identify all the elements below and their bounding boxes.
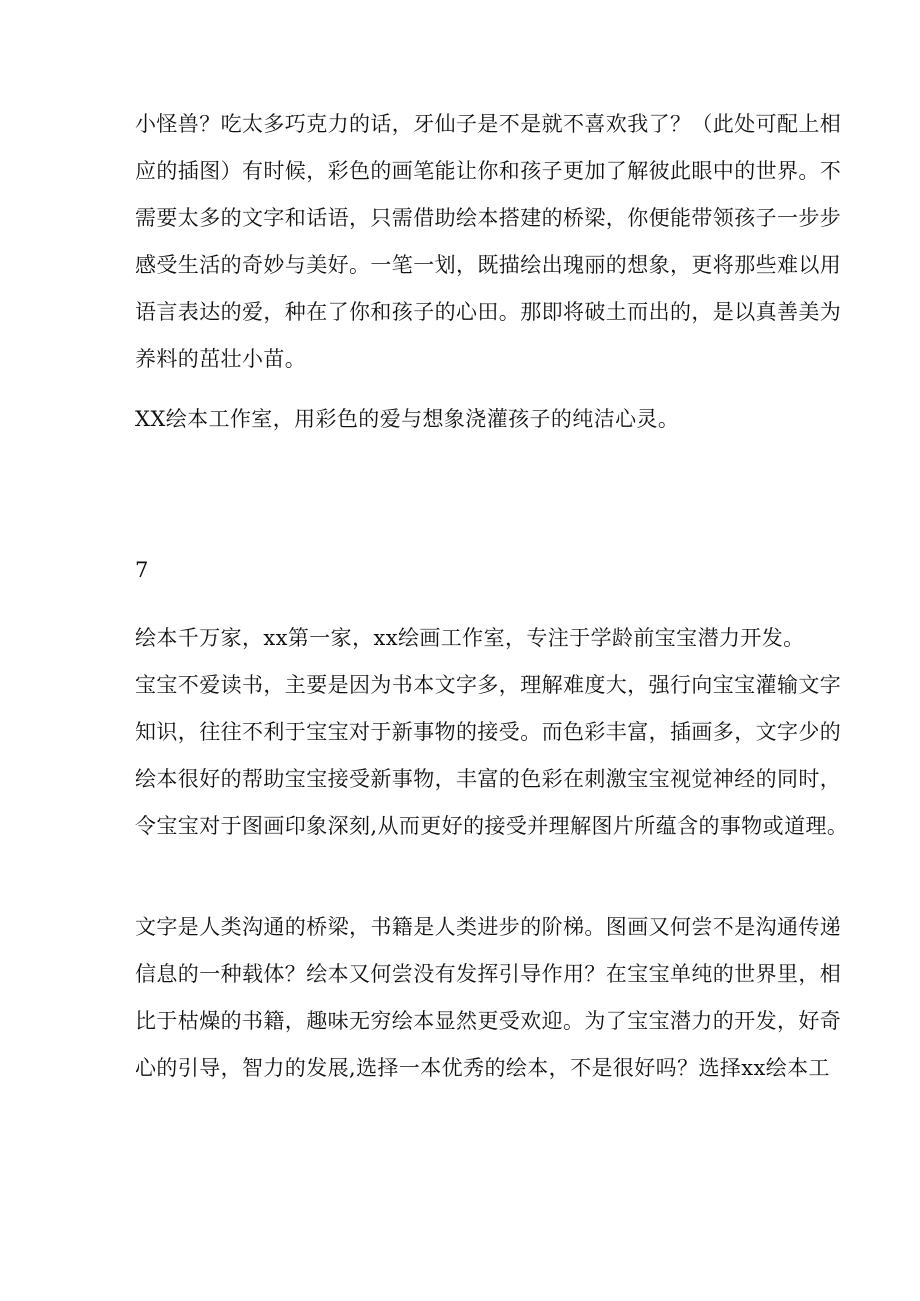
paragraph-line: 应的插图）有时候，彩色的画笔能让你和孩子更加了解彼此眼中的世界。不: [135, 159, 842, 183]
paragraph-line: 语言表达的爱，种在了你和孩子的心田。那即将破土而出的，是以真善美为: [135, 300, 842, 324]
paragraph-line: 养料的茁壮小苗。: [135, 347, 307, 371]
section-number: 7: [135, 558, 149, 582]
slogan-line: XX绘本工作室，用彩色的爱与想象浇灌孩子的纯洁心灵。: [135, 407, 680, 431]
paragraph-line: 令宝宝对于图画印象深刻,从而更好的接受并理解图片所蕴含的事物或道理。: [135, 814, 849, 838]
paragraph-line: 绘本很好的帮助宝宝接受新事物，丰富的色彩在刺激宝宝视觉神经的同时，: [135, 767, 842, 791]
paragraph-line: 小怪兽？吃太多巧克力的话，牙仙子是不是就不喜欢我了？（此处可配上相: [135, 112, 842, 136]
paragraph-line: 比于枯燥的书籍，趣味无穷绘本显然更受欢迎。为了宝宝潜力的开发，好奇: [135, 1009, 842, 1033]
paragraph-line: 需要太多的文字和话语，只需借助绘本搭建的桥梁，你便能带领孩子一步步: [135, 206, 842, 230]
paragraph-line: 感受生活的奇妙与美好。一笔一划，既描绘出瑰丽的想象，更将那些难以用: [135, 253, 842, 277]
paragraph-line: 宝宝不爱读书，主要是因为书本文字多，理解难度大，强行向宝宝灌输文字: [135, 673, 842, 697]
paragraph-line: 知识，往往不利于宝宝对于新事物的接受。而色彩丰富，插画多，文字少的: [135, 720, 842, 744]
paragraph-line: 心的引导，智力的发展,选择一本优秀的绘本，不是很好吗？选择xx绘本工: [135, 1056, 830, 1080]
paragraph-line: 信息的一种载体？绘本又何尝没有发挥引导作用？在宝宝单纯的世界里，相: [135, 962, 842, 986]
paragraph-line: 文字是人类沟通的桥梁，书籍是人类进步的阶梯。图画又何尝不是沟通传递: [135, 915, 842, 939]
intro-line: 绘本千万家，xx第一家，xx绘画工作室，专注于学龄前宝宝潜力开发。: [135, 626, 805, 650]
